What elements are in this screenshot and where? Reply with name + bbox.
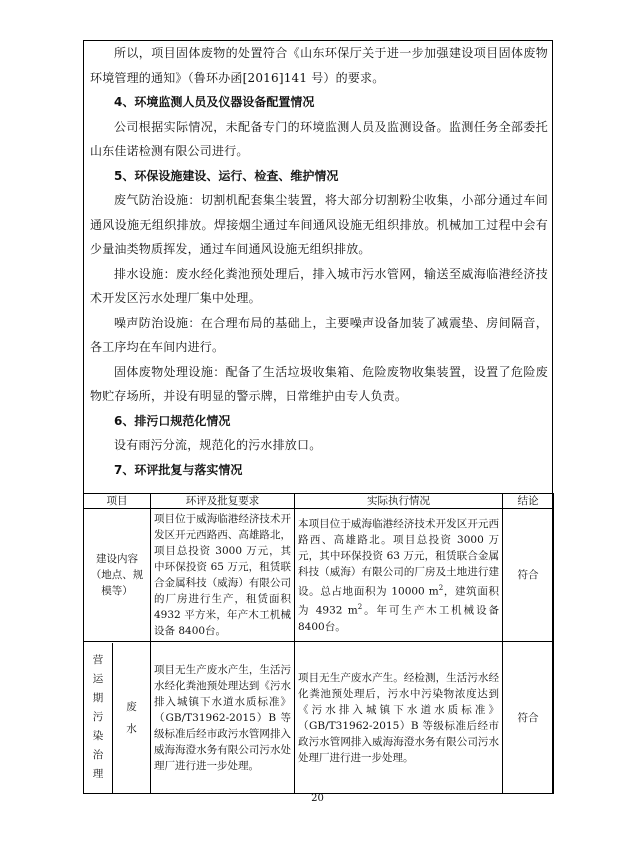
cell-operation-category (84, 642, 151, 794)
heading-outlet: 6、排污口规范化情况 (114, 413, 231, 428)
paragraph-outlet: 设有雨污分流，规范化的污水排放口。 (114, 438, 322, 452)
cell-requirement-wastewater: 项目无生产废水产生，生活污水经化粪池预处理达到《污水排入城镇下水道水质标准》（GB/T31962-2015）B 等级标准后经市政污水管网排入威海海澄水务有限公司污水处理厂进行进一步处理。 (151, 642, 295, 794)
actual-text-part1: 本项目位于威海临港经济技术开发区开元西路西、高雄路北。项目总投资 3000 万元，其中环保投资 63 万元，租赁联合金属科技（威海）有限公司的厂房及土地进行建设。总占地面积为 10000 m (298, 517, 499, 597)
heading-monitoring-staff: 4、环境监测人员及仪器设备配置情况 (114, 95, 315, 109)
subitem-wastewater: 废水 (126, 700, 137, 735)
header-actual: 实际执行情况 (295, 494, 503, 509)
paragraph-solid-waste-conclusion: 所以，项目固体废物的处置符合《山东环保厅关于进一步加强建设项目固体废物环境管理的通知》（鲁环办函[2016]141 号）的要求。 (90, 46, 548, 85)
cell-actual-wastewater: 项目无生产废水产生。经检测，生活污水经化粪池预处理后，污水中污染物浓度达到《污水排入城镇下水道水质标准》（GB/T31962-2015）B 等级标准后经市政污水管网排入威海海澄水务有限公司污水处理厂进行进一步处理。 (295, 642, 503, 794)
paragraph-monitoring: 公司根据实际情况，未配备专门的环境监测人员及监测设备。监测任务全部委托山东佳诺检测有限公司进行。 (90, 119, 548, 158)
table-row (84, 642, 554, 794)
paragraph-noise: 噪声防治设施：在合理布局的基础上，主要噪声设备加装了减震垫、房间隔音，各工序均在车间内进行。 (90, 315, 548, 354)
cell-actual-construction (295, 509, 503, 642)
cell-requirement-construction: 项目位于威海临港经济技术开发区开元西路西、高雄路北，项目总投资 3000 万元，其中环保投资 65 万元，租赁联合金属科技（威海）有限公司的厂房进行生产，租赁面积 4932 平方米，年产木工机械设备 8400台。 (151, 509, 295, 642)
header-requirement: 环评及批复要求 (151, 494, 295, 509)
paragraph-solid-waste: 固体废物处理设施：配备了生活垃圾收集箱、危险废物收集装置，设置了危险废物贮存场所，并设有明显的警示牌，日常维护由专人负责。 (90, 364, 548, 403)
eia-compliance-table (83, 493, 554, 794)
body-text (84, 41, 554, 482)
actual-text-part2: ，建筑面积为 4932 m (298, 585, 499, 617)
cell-item-construction: 建设内容（地点、规模等） (84, 509, 151, 642)
superscript-2: 2 (357, 603, 363, 611)
cell-conclusion-construction: 符合 (503, 509, 554, 642)
paragraph-exhaust: 废气防治设施：切割机配套集尘装置，将大部分切割粉尘收集，小部分通过车间通风设施无组织排放。焊接烟尘通过车间通风设施无组织排放。机械加工过程中会有少量油类物质挥发，通过车间通风设施无组织排放。 (90, 193, 548, 256)
table-header-row (84, 494, 554, 509)
heading-eia-approval: 7、环评批复与落实情况 (114, 462, 243, 477)
paragraph-drainage: 排水设施：废水经化粪池预处理后，排入城市污水管网，输送至威海临港经济技术开发区污水处理厂集中处理。 (90, 266, 548, 305)
heading-facilities: 5、环保设施建设、运行、检查、维护情况 (114, 168, 339, 183)
page-number: 20 (311, 793, 324, 804)
table-row (84, 509, 554, 642)
header-item: 项目 (84, 494, 151, 509)
cell-conclusion-wastewater: 符合 (503, 642, 554, 794)
category-operation-pollution: 营运期污染治理 (92, 654, 104, 780)
actual-text-part3: 。年可生产木工机械设备 8400台。 (298, 604, 500, 633)
header-conclusion: 结论 (503, 494, 554, 509)
superscript-2: 2 (438, 583, 444, 592)
page-frame (83, 40, 553, 794)
